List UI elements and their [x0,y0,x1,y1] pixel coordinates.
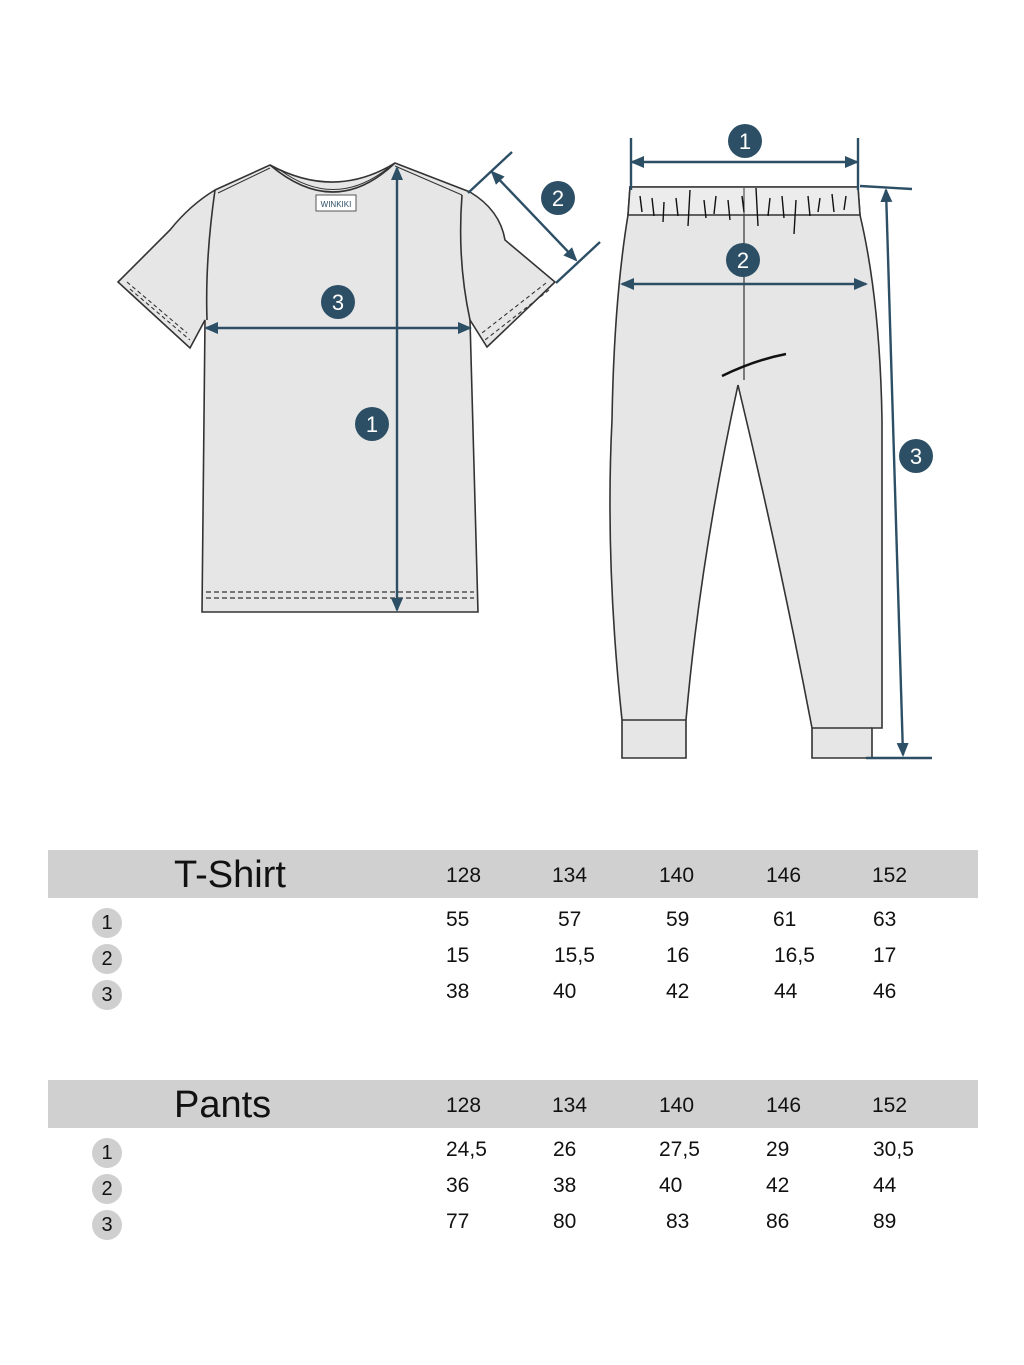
tshirt-drawing [118,163,555,612]
table-cell: 55 [446,908,470,931]
size-header: 146 [766,1094,802,1117]
pants-marker-1 [728,124,762,158]
size-header: 152 [872,864,908,887]
table-cell: 89 [873,1210,897,1233]
svg-text:1: 1 [738,129,752,154]
row-marker: 1 [92,908,122,938]
table-row [48,940,978,976]
pants-marker-2 [726,243,760,277]
table-cell: 77 [446,1210,470,1233]
row-marker: 2 [92,1174,122,1204]
row-marker: 3 [92,1210,122,1240]
size-header: 134 [552,1094,588,1117]
table-cell: 57 [558,908,582,931]
size-header: 152 [872,1094,908,1117]
svg-text:3: 3 [331,290,345,315]
row-marker: 3 [92,980,122,1010]
table-cell: 80 [553,1210,577,1233]
table-row [48,976,978,1012]
table-cell: 16,5 [774,944,815,967]
table-row [48,904,978,940]
table-cell: 24,5 [446,1138,487,1161]
table-cell: 17 [873,944,897,967]
row-marker: 1 [92,1138,122,1168]
size-header: 134 [552,864,588,887]
row-marker: 2 [92,944,122,974]
size-header: 146 [766,864,802,887]
pants-marker-3 [899,439,933,473]
table-cell: 38 [446,980,470,1003]
table-cell: 15 [446,944,470,967]
table-cell: 83 [666,1210,690,1233]
table-row [48,1170,978,1206]
table-cell: 16 [666,944,690,967]
table-cell: 44 [873,1174,897,1197]
pants-length-arrow [886,190,903,755]
size-header: 140 [659,864,695,887]
table-cell: 36 [446,1174,470,1197]
table-cell: 29 [766,1138,790,1161]
pants-size-table [48,1080,978,1242]
size-header: 128 [446,864,482,887]
tshirt-table-header [48,850,978,898]
table-row [48,1206,978,1242]
tshirt-size-table [48,850,978,1012]
table-cell: 15,5 [554,944,595,967]
size-header: 128 [446,1094,482,1117]
pants-table-header [48,1080,978,1128]
table-cell: 27,5 [659,1138,700,1161]
table-cell: 46 [873,980,897,1003]
svg-text:2: 2 [551,186,565,211]
table-row [48,1134,978,1170]
table-cell: 63 [873,908,897,931]
svg-text:2: 2 [736,248,750,273]
table-cell: 40 [553,980,577,1003]
table-cell: 86 [766,1210,790,1233]
tshirt-marker-1 [355,407,389,441]
table-cell: 42 [766,1174,790,1197]
table-cell: 26 [553,1138,577,1161]
pants-table-title: Pants [174,1084,272,1126]
table-cell: 40 [659,1174,683,1197]
tshirt-table-title: T-Shirt [174,854,286,896]
label-tag-text: WINKIKI [320,200,352,209]
svg-text:1: 1 [365,412,379,437]
tshirt-body [118,163,555,612]
table-cell: 30,5 [873,1138,914,1161]
table-cell: 38 [553,1174,577,1197]
tshirt-marker-2 [541,181,575,215]
table-cell: 42 [666,980,690,1003]
svg-text:3: 3 [909,444,923,469]
size-header: 140 [659,1094,695,1117]
tshirt-marker-3 [321,285,355,319]
table-cell: 59 [666,908,690,931]
table-cell: 61 [773,908,797,931]
table-cell: 44 [774,980,798,1003]
